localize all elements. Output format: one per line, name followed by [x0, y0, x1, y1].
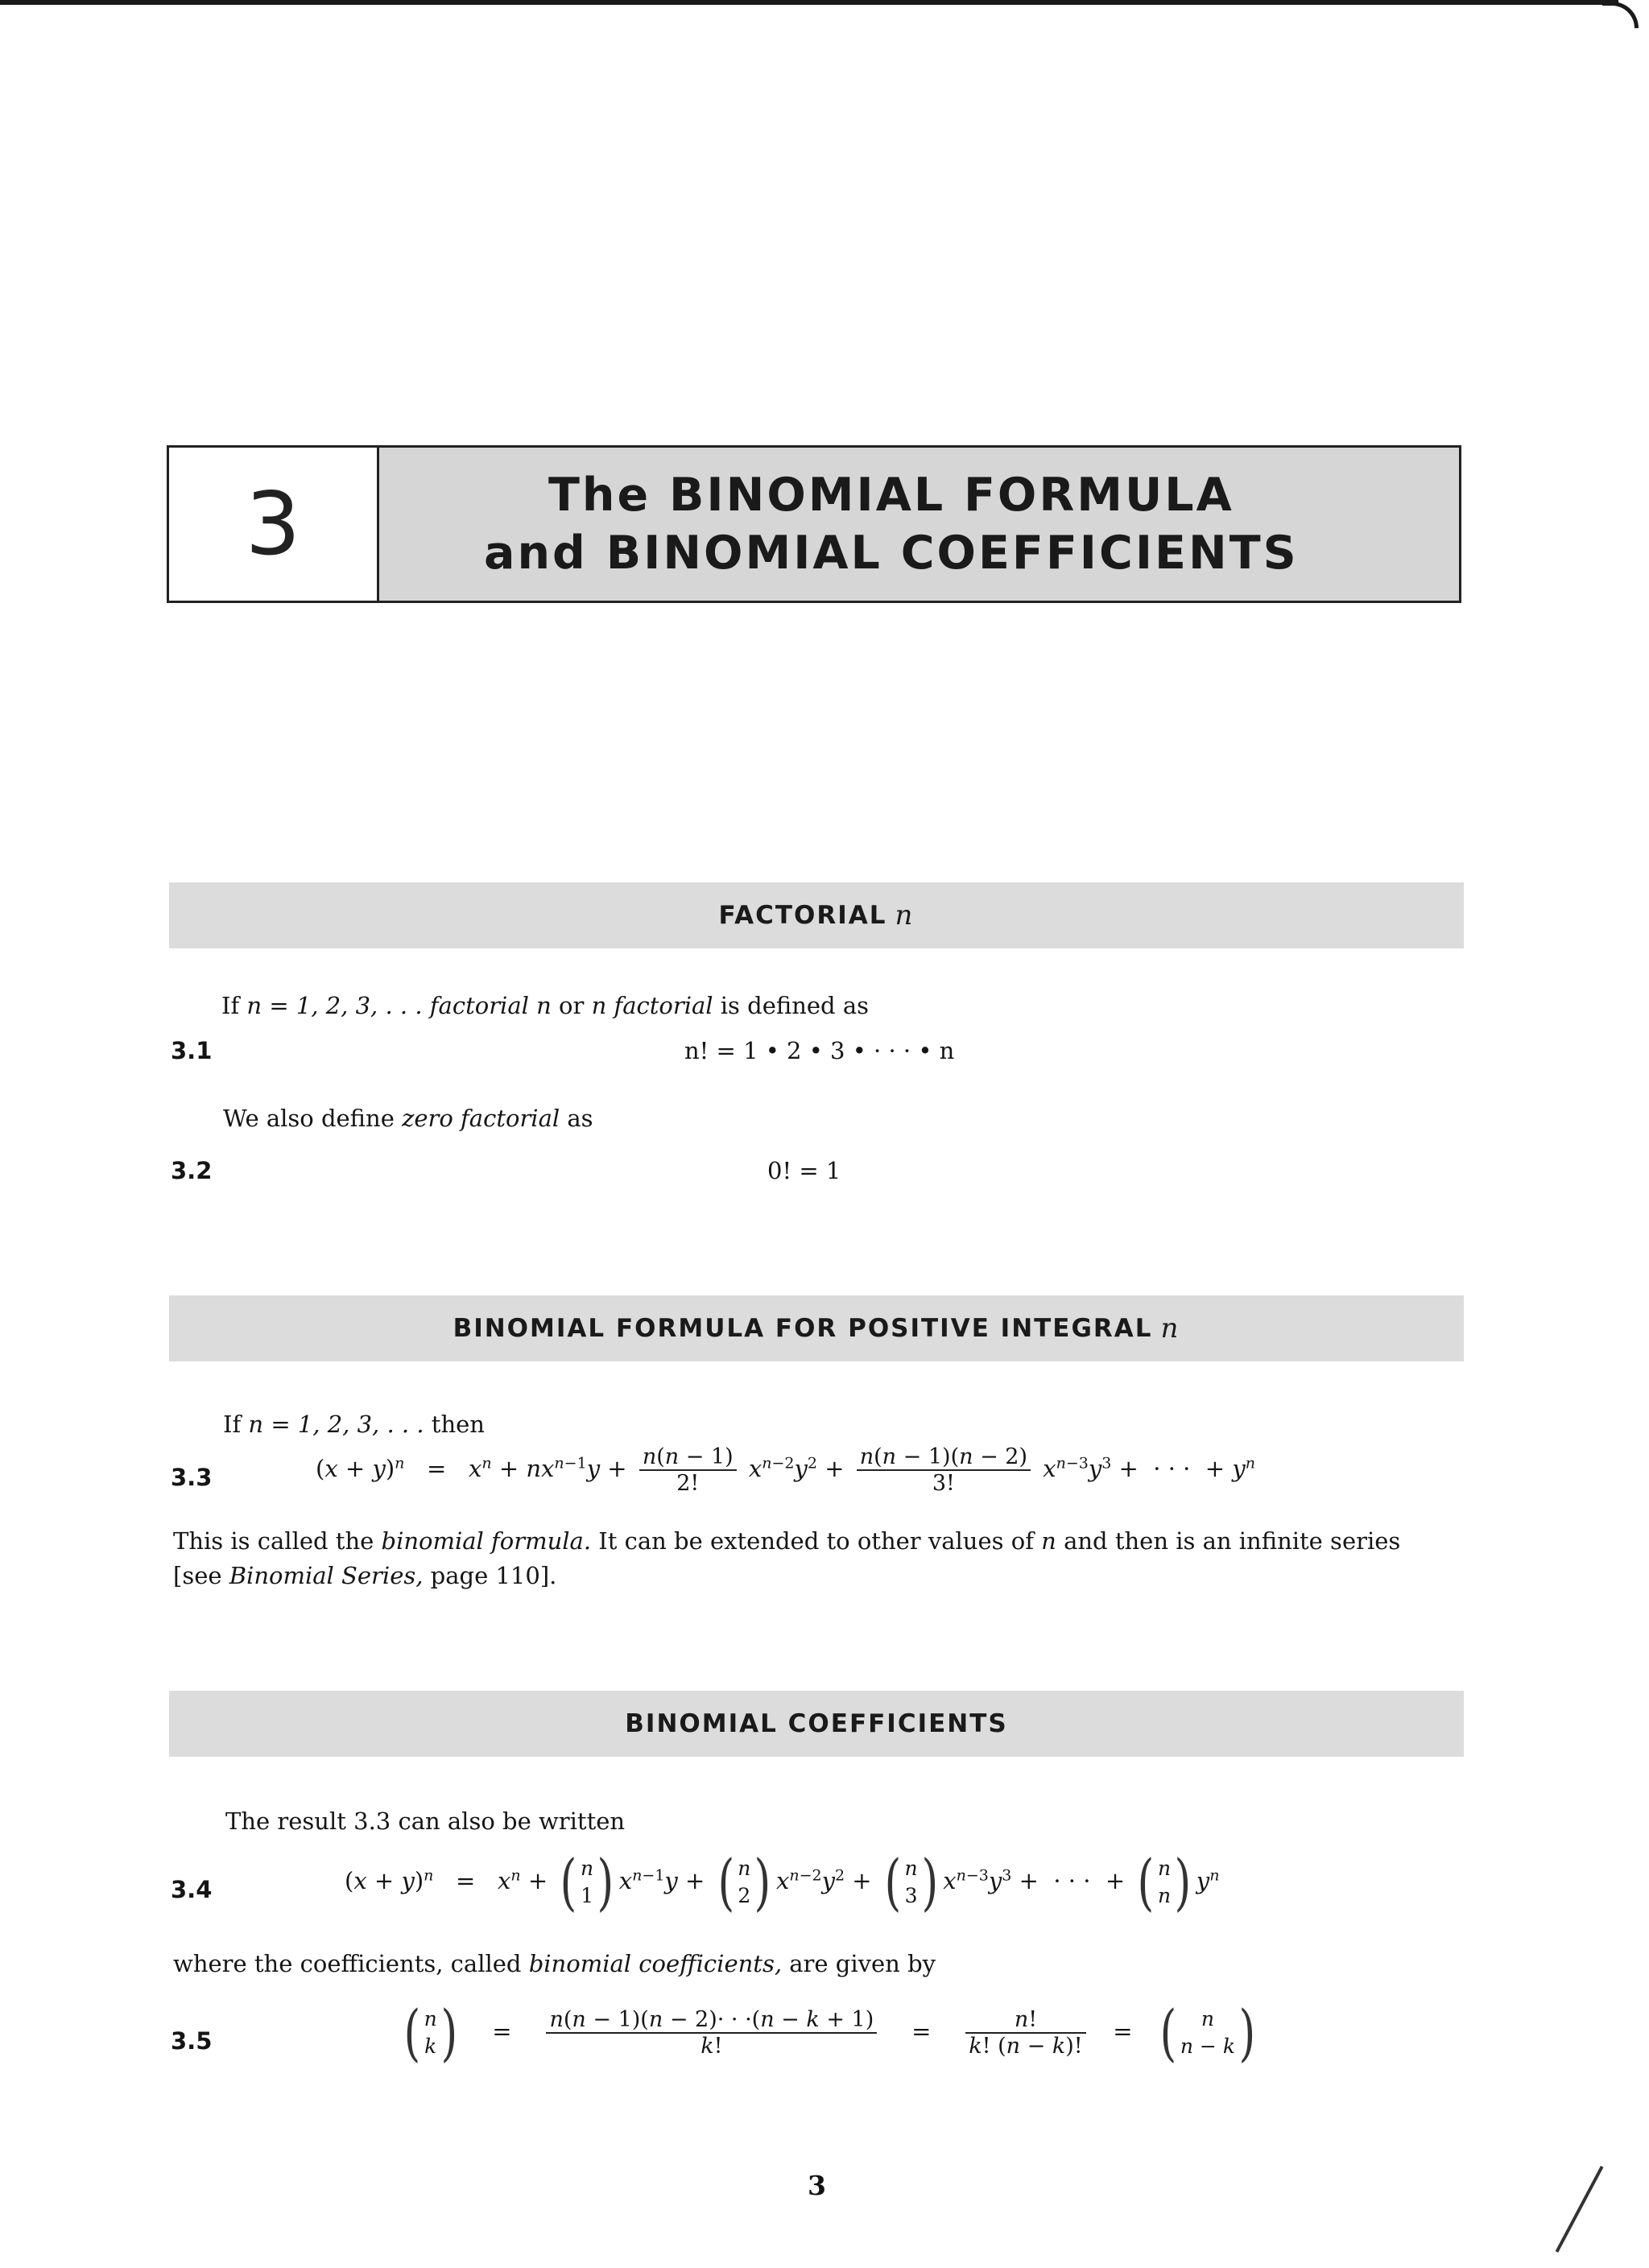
chapter-title [379, 448, 1459, 601]
note-text: This is called the [173, 1527, 382, 1555]
fraction: $\frac{n(n - 1)}{2!}$ [639, 1444, 737, 1496]
equation-label-3-3: 3.3 [171, 1464, 213, 1491]
note-text: page 110]. [423, 1562, 557, 1589]
page-corner-curl [1602, 2, 1639, 28]
intro-text: If [221, 992, 247, 1019]
section-title-variable: n [1160, 1312, 1180, 1345]
note-term: Binomial Series, [229, 1562, 424, 1589]
section-factorial-heading [169, 882, 1464, 948]
intro-term: zero factorial [402, 1105, 560, 1132]
intro-text: We also define [223, 1105, 403, 1132]
fraction: $\frac{n(n - 1)(n - 2)\cdot \cdot \cdot(n - k + 1)}{k!}$ [546, 2007, 877, 2059]
binomial-coefficient: ( n n − k ) [1159, 1997, 1256, 2068]
equation-3-1: n! = 1 • 2 • 3 • · · · • n [684, 1037, 955, 1064]
intro-text: is defined as [713, 992, 870, 1019]
fraction: $\frac{n!}{k! (n - k)!}$ [965, 2007, 1085, 2059]
binomial-coefficient: ( n n ) [1137, 1846, 1192, 1918]
binomial-note-line1 [173, 1527, 1400, 1555]
where-text: where the coefficients, called [173, 1950, 529, 1977]
equation-3-3: $(x + y)^n = x^n + nx^{n-1}y$ + $\frac{n(n - 1)}{2!}$ $x^{n-2}y^2$ + $\frac{n(n - 1)(n - 2)}{3!}$ $x^{n-3}y^3$ + · · · + $y^n$ [316, 1444, 1255, 1496]
equation-3-4: $(x + y)^n = x^n$ + ( n 1 ) $x^{n-1}y$ + ( n 2 ) $x^{n-2}y^2$ + ( n 3 ) $x^{n-3}y^3$ + · · · + ( n n ) $y^n$ [345, 1846, 1220, 1918]
intro-condition: n = 1, 2, 3, . . . [246, 992, 423, 1019]
chapter-header [167, 445, 1461, 603]
intro-text: If [223, 1411, 249, 1438]
chapter-title-line1: The BINOMIAL FORMULA [548, 469, 1234, 522]
page-number: 3 [808, 2170, 826, 2201]
intro-text: as [560, 1105, 593, 1132]
section-title: BINOMIAL COEFFICIENTS [625, 1709, 1008, 1738]
coefficients-intro: The result 3.3 can also be written [225, 1807, 626, 1835]
fraction: $\frac{n(n - 1)(n - 2)}{3!}$ [857, 1444, 1031, 1496]
binomial-coefficient: ( n k ) [403, 1997, 457, 2068]
section-title: BINOMIAL FORMULA FOR POSITIVE INTEGRAL [453, 1314, 1153, 1343]
intro-condition: n = 1, 2, 3, . . . [248, 1411, 424, 1438]
factorial-intro [221, 992, 869, 1019]
zero-factorial-intro [223, 1105, 593, 1132]
chapter-title-line2: and BINOMIAL COEFFICIENTS [484, 527, 1299, 580]
equation-3-2: 0! = 1 [767, 1157, 841, 1184]
binomial-coefficient: ( n 3 ) [884, 1846, 938, 1918]
section-title-variable: n [895, 899, 915, 932]
section-binomial-formula-heading [169, 1295, 1464, 1361]
note-text: It can be extended to other values of [591, 1527, 1042, 1555]
binomial-intro [223, 1411, 485, 1438]
binomial-coefficient: ( n 2 ) [717, 1846, 771, 1918]
section-binomial-coefficients-heading [169, 1691, 1464, 1757]
equation-3-5: ( n k ) = $\frac{n(n - 1)(n - 2)\cdot \cdot \cdot(n - k + 1)}{k!}$ = $\frac{n!}{k! (n - k)!}$ = ( n n − k ) [399, 2002, 1261, 2064]
intro-text: then [424, 1411, 485, 1438]
note-term: binomial formula. [381, 1527, 592, 1555]
equation-label-3-1: 3.1 [171, 1037, 213, 1064]
equation-label-3-4: 3.4 [171, 1876, 213, 1903]
equation-label-3-5: 3.5 [171, 2027, 213, 2055]
intro-term: factorial n [422, 992, 552, 1019]
note-term: n [1041, 1527, 1056, 1555]
pen-mark [1556, 2166, 1604, 2253]
intro-term: n factorial [591, 992, 713, 1019]
binomial-coefficient: ( n 1 ) [560, 1846, 614, 1918]
binomial-note-line2 [173, 1562, 556, 1589]
where-term: binomial coefficients, [528, 1950, 783, 1977]
where-text: are given by [782, 1950, 936, 1977]
coefficients-where [173, 1950, 936, 1977]
note-text: and then is an infinite series [1056, 1527, 1401, 1555]
note-text: [see [173, 1562, 229, 1589]
section-title: FACTORIAL [718, 901, 887, 930]
intro-text: or [551, 992, 592, 1019]
chapter-number: 3 [169, 448, 379, 601]
equation-label-3-2: 3.2 [171, 1157, 213, 1184]
page-top-edge [0, 0, 1618, 5]
